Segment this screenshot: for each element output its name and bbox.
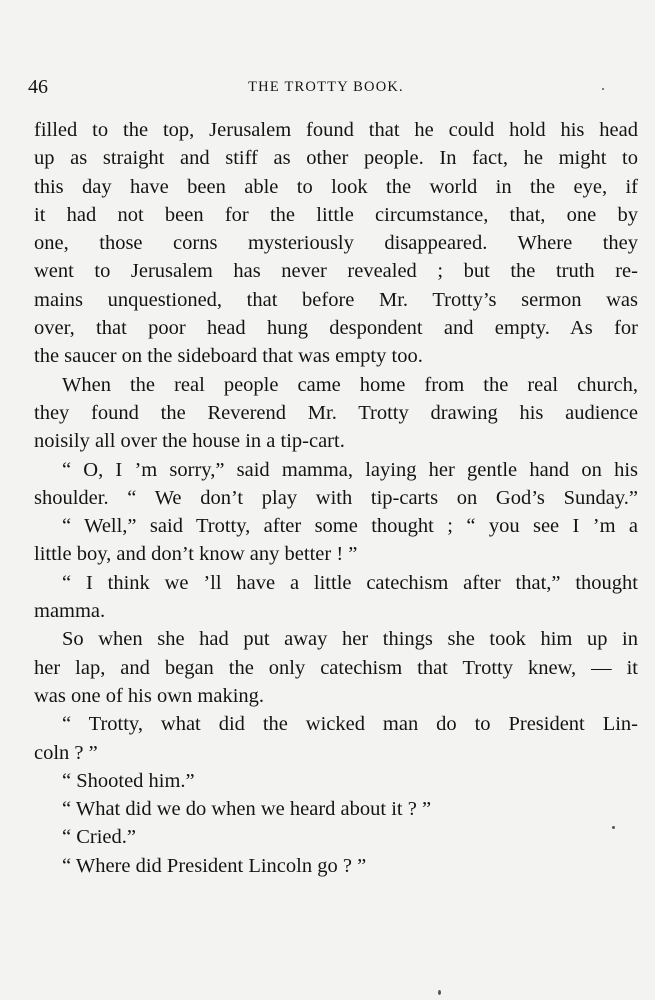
text-line: they found the Reverend Mr. Trotty drawing his audience <box>34 401 638 424</box>
text-line: was one of his own making. <box>34 684 265 707</box>
ink-speck <box>438 990 441 995</box>
text-line: over, that poor head hung despondent and empty. As for <box>34 317 638 340</box>
ink-speck <box>612 826 615 829</box>
text-line: this day have been able to look the world in the eye, if <box>34 175 638 198</box>
text-line: her lap, and began the only catechism that Trotty knew, — it <box>34 656 638 679</box>
text-line: “ Shooted him.” <box>62 769 195 792</box>
text-line: “ I think we ’ll have a little catechism after that,” thought <box>62 571 638 594</box>
text-line: “ What did we do when we heard about it ? ” <box>62 798 432 821</box>
text-line: “ O, I ’m sorry,” said mamma, laying her gentle hand on his <box>62 458 638 481</box>
text-line: went to Jerusalem has never revealed ; but the truth re- <box>34 260 638 283</box>
text-line: noisily all over the house in a tip-cart. <box>34 430 345 453</box>
text-line: “ Cried.” <box>62 826 136 849</box>
running-title: THE TROTTY BOOK. <box>248 79 404 95</box>
ink-speck <box>602 88 604 90</box>
text-line: “ Where did President Lincoln go ? ” <box>62 854 367 877</box>
text-line: “ Trotty, what did the wicked man do to President Lin- <box>62 713 638 736</box>
text-line: it had not been for the little circumstance, that, one by <box>34 203 638 226</box>
page-number: 46 <box>28 76 48 98</box>
text-line: one, those corns mysteriously disappeared. Where they <box>34 232 638 255</box>
body-text <box>34 116 638 880</box>
text-line: little boy, and don’t know any better ! ” <box>34 543 358 566</box>
page-header <box>28 76 624 100</box>
text-line: mamma. <box>34 600 106 623</box>
text-line: “ Well,” said Trotty, after some thought ; “ you see I ’m a <box>62 515 638 538</box>
text-line: shoulder. “ We don’t play with tip-carts on God’s Sunday.” <box>34 486 638 509</box>
text-line: coln ? ” <box>34 741 98 764</box>
text-line: mains unquestioned, that before Mr. Trotty’s sermon was <box>34 288 638 311</box>
text-line: up as straight and stiff as other people. In fact, he might to <box>34 147 638 170</box>
text-line: filled to the top, Jerusalem found that he could hold his head <box>34 119 638 141</box>
text-line: When the real people came home from the real church, <box>62 373 638 396</box>
text-line: So when she had put away her things she took him up in <box>62 628 638 651</box>
text-line: the saucer on the sideboard that was empty too. <box>34 345 423 368</box>
